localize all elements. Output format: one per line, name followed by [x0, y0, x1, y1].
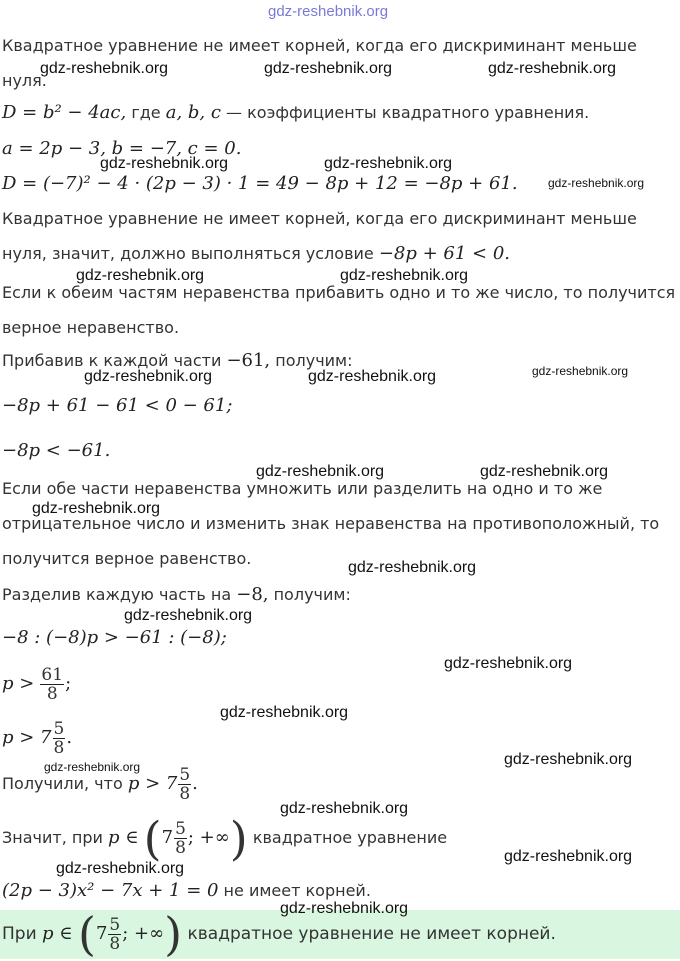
denominator: 8	[109, 933, 121, 954]
formula-line	[2, 716, 72, 760]
watermark: gdz-reshebnik.org	[40, 60, 169, 77]
watermark-top: gdz-reshebnik.org	[268, 3, 389, 20]
p-in: p ∈	[42, 923, 73, 944]
text: нуля, значит, должно выполняться условие	[2, 244, 374, 263]
text: При	[2, 924, 37, 944]
text-line: получится верное равенство.	[2, 549, 252, 568]
text-line: Квадратное уравнение не имеет корней, когда его дискриминант меньше	[2, 36, 637, 55]
watermark: gdz-reshebnik.org	[504, 751, 633, 768]
watermark: gdz-reshebnik.org	[348, 559, 477, 576]
watermark: gdz-reshebnik.org	[280, 900, 409, 917]
inequality-3: −8 : (−8)p > −61 : (−8);	[2, 627, 227, 648]
text-line: Если к обеим частям неравенства прибавить одно и то же число, то получится	[2, 283, 676, 302]
equation: (2p − 3)x² − 7x + 1 = 0	[2, 880, 219, 901]
watermark: gdz-reshebnik.org	[444, 655, 573, 672]
fraction-5-8	[108, 916, 121, 953]
watermark: gdz-reshebnik.org	[532, 364, 629, 378]
p-greater: p >	[2, 673, 35, 694]
formula-line	[2, 103, 589, 123]
text: где	[131, 103, 161, 122]
text: не имеет корней.	[223, 881, 371, 900]
denominator: 8	[179, 784, 191, 804]
add-number: −61,	[226, 350, 271, 371]
watermark: gdz-reshebnik.org	[32, 500, 161, 517]
watermark: gdz-reshebnik.org	[76, 267, 205, 284]
watermark: gdz-reshebnik.org	[100, 155, 229, 172]
d-calc: D = (−7)² − 4 · (2p − 3) · 1 = 49 − 8p + 12 = −8p + 61.	[2, 173, 518, 194]
text: получим:	[275, 351, 353, 370]
condition: −8p + 61 < 0.	[378, 243, 511, 264]
period: .	[66, 727, 73, 748]
coefficients: a, b, c	[165, 102, 221, 123]
numerator: 5	[109, 914, 121, 935]
watermark: gdz-reshebnik.org	[480, 463, 609, 480]
text: получим:	[273, 585, 351, 604]
text-line	[2, 762, 198, 806]
answer-line	[2, 908, 556, 960]
formula-line	[2, 662, 71, 706]
text: квадратное уравнение не имеет корней.	[187, 924, 556, 944]
text: — коэффициенты квадратного уравнения.	[226, 103, 590, 122]
values: a = 2p − 3, b = −7, c = 0.	[2, 138, 242, 159]
watermark: gdz-reshebnik.org	[256, 463, 385, 480]
denominator: 8	[46, 684, 58, 704]
fraction-61-8	[40, 666, 64, 703]
text: квадратное уравнение	[252, 828, 448, 847]
watermark: gdz-reshebnik.org	[488, 60, 617, 77]
watermark: gdz-reshebnik.org	[264, 60, 393, 77]
left-paren: (	[143, 811, 162, 866]
period: .	[192, 773, 198, 794]
whole-seven: 7	[95, 923, 108, 944]
text-line	[2, 585, 351, 605]
left-paren: (	[78, 907, 96, 961]
interval-tail: ; +∞	[187, 827, 230, 848]
text-line: отрицательное число и изменить знак неравенства на противоположный, то	[2, 514, 660, 533]
text: Значит, при	[2, 828, 103, 847]
numerator: 5	[53, 719, 65, 739]
text-line: Если обе части неравенства умножить или разделить на одно и то же	[2, 479, 603, 498]
right-paren: )	[229, 811, 248, 866]
watermark: gdz-reshebnik.org	[124, 607, 253, 624]
interval-tail: ; +∞	[122, 923, 165, 944]
watermark: gdz-reshebnik.org	[84, 368, 213, 385]
whole-seven: 7	[161, 827, 174, 848]
text-line: Квадратное уравнение не имеет корней, когда его дискриминант меньше	[2, 209, 637, 228]
fraction-5-8	[174, 820, 187, 857]
numerator: 5	[175, 819, 186, 839]
watermark: gdz-reshebnik.org	[324, 155, 453, 172]
formula-line	[2, 628, 227, 648]
numerator: 61	[41, 665, 64, 685]
formula-line	[2, 441, 110, 461]
right-paren: )	[164, 907, 183, 961]
numerator: 5	[179, 765, 191, 785]
p-in: p ∈	[107, 827, 139, 848]
text: Прибавив к каждой части	[2, 351, 222, 370]
watermark: gdz-reshebnik.org	[56, 860, 185, 877]
text-line: верное неравенство.	[2, 318, 180, 337]
p-greater-mixed: p > 7	[127, 773, 178, 794]
text-line	[2, 244, 510, 264]
fraction-5-8	[53, 720, 66, 757]
watermark: gdz-reshebnik.org	[308, 368, 437, 385]
divide-number: −8,	[236, 584, 269, 605]
p-greater-mixed: p > 7	[2, 727, 52, 748]
inequality-2: −8p < −61.	[2, 440, 111, 461]
fraction-5-8	[178, 766, 191, 803]
formula-line	[2, 174, 518, 194]
watermark: gdz-reshebnik.org	[504, 848, 633, 865]
formula-line	[2, 881, 371, 901]
denominator: 8	[175, 838, 186, 858]
text: Разделив каждую часть на	[2, 585, 232, 604]
watermark: gdz-reshebnik.org	[340, 267, 469, 284]
denominator: 8	[53, 738, 65, 758]
text-line	[2, 812, 447, 864]
formula-d: D = b² − 4ac,	[2, 102, 127, 123]
semicolon: ;	[65, 673, 72, 694]
formula-line	[2, 396, 232, 416]
watermark: gdz-reshebnik.org	[548, 176, 645, 190]
watermark: gdz-reshebnik.org	[44, 760, 141, 774]
watermark: gdz-reshebnik.org	[280, 800, 409, 817]
text-line: нуля.	[2, 71, 47, 90]
watermark: gdz-reshebnik.org	[220, 704, 349, 721]
text: Получили, что	[2, 774, 123, 793]
inequality-1: −8p + 61 − 61 < 0 − 61;	[2, 395, 233, 416]
